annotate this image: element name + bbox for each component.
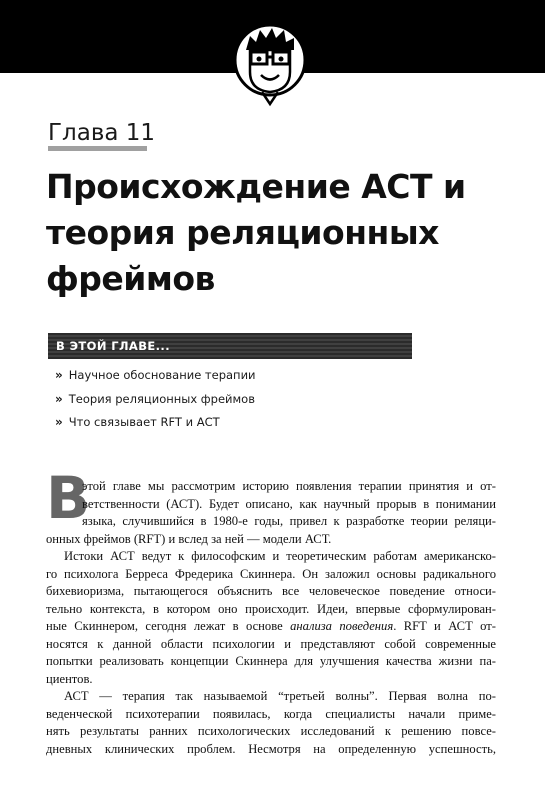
body-line: дневных клинических проблем. Несмотря на определенную успешность, xyxy=(46,741,496,756)
in-chapter-heading: В ЭТОЙ ГЛАВЕ... xyxy=(56,339,170,353)
body-line-part: . RFT и АСТ от- xyxy=(393,619,496,633)
body-line: нять результаты ранних психологических исследований к решению повсе- xyxy=(46,724,496,738)
dummies-guy-logo-icon xyxy=(232,20,308,110)
chapter-label: Глава 11 xyxy=(48,120,156,146)
list-item-text: Что связывает RFT и АСТ xyxy=(68,415,220,429)
chapter-title xyxy=(46,164,516,302)
body-line xyxy=(46,618,496,636)
list-item xyxy=(55,368,256,392)
body-line: этой главе мы рассмотрим историю появления терапии принятия и от- xyxy=(82,479,496,493)
body-line: языка, случившийся в 1980-е годы, привел к разработке теории реляци- xyxy=(82,514,496,528)
body-line: ветственности (АСТ). Будет описано, как научный прорыв в понимании xyxy=(82,496,496,511)
drop-cap: В xyxy=(46,464,91,532)
body-line: го психолога Берреса Фредерика Скиннера. Он заложил основы радикального xyxy=(46,566,496,581)
bullet-marker: » xyxy=(55,391,63,406)
body-line-part: ные Скиннером, сегодня лежат в основе xyxy=(46,619,291,633)
body-line: АСТ — терапия так называемой “третьей волны”. Первая волна по- xyxy=(64,689,496,703)
body-line: Истоки АСТ ведут к философским и теоретическим работам американско- xyxy=(64,549,496,563)
body-line: попытки реализовать концепции Скиннера для улучшения качества жизни па- xyxy=(46,654,496,668)
chapter-title-line: теория реляционных xyxy=(46,213,439,252)
body-line: бихевиоризма, пытающегося объяснить все человеческое поведение относи- xyxy=(46,584,496,598)
chapter-title-line: фреймов xyxy=(46,259,215,298)
emphasis-term: анализа поведения xyxy=(290,619,394,633)
chapter-label-underline xyxy=(48,146,147,151)
chapter-title-line: Происхождение АСТ и xyxy=(46,167,466,206)
list-item-text: Научное обоснование терапии xyxy=(68,368,256,382)
body-line: носятся к данной области психологии и представляют собой современные xyxy=(46,636,496,651)
bullet-marker: » xyxy=(55,368,63,382)
list-item xyxy=(55,415,256,439)
body-line: тельно контекста, в котором оно происходит. Идеи, впервые сформулирован- xyxy=(46,601,496,616)
body-line: веденческой психотерапии появилась, когда специалисты начали приме- xyxy=(46,706,496,721)
bullet-marker: » xyxy=(55,415,63,429)
list-item xyxy=(55,392,256,416)
list-item-text: Теория реляционных фреймов xyxy=(68,391,255,406)
body-line: онных фреймов (RFT) и вслед за ней — модели АСТ. xyxy=(46,531,332,546)
body-line: циентов. xyxy=(46,671,93,686)
in-chapter-list xyxy=(55,368,256,439)
body-text xyxy=(46,478,496,758)
